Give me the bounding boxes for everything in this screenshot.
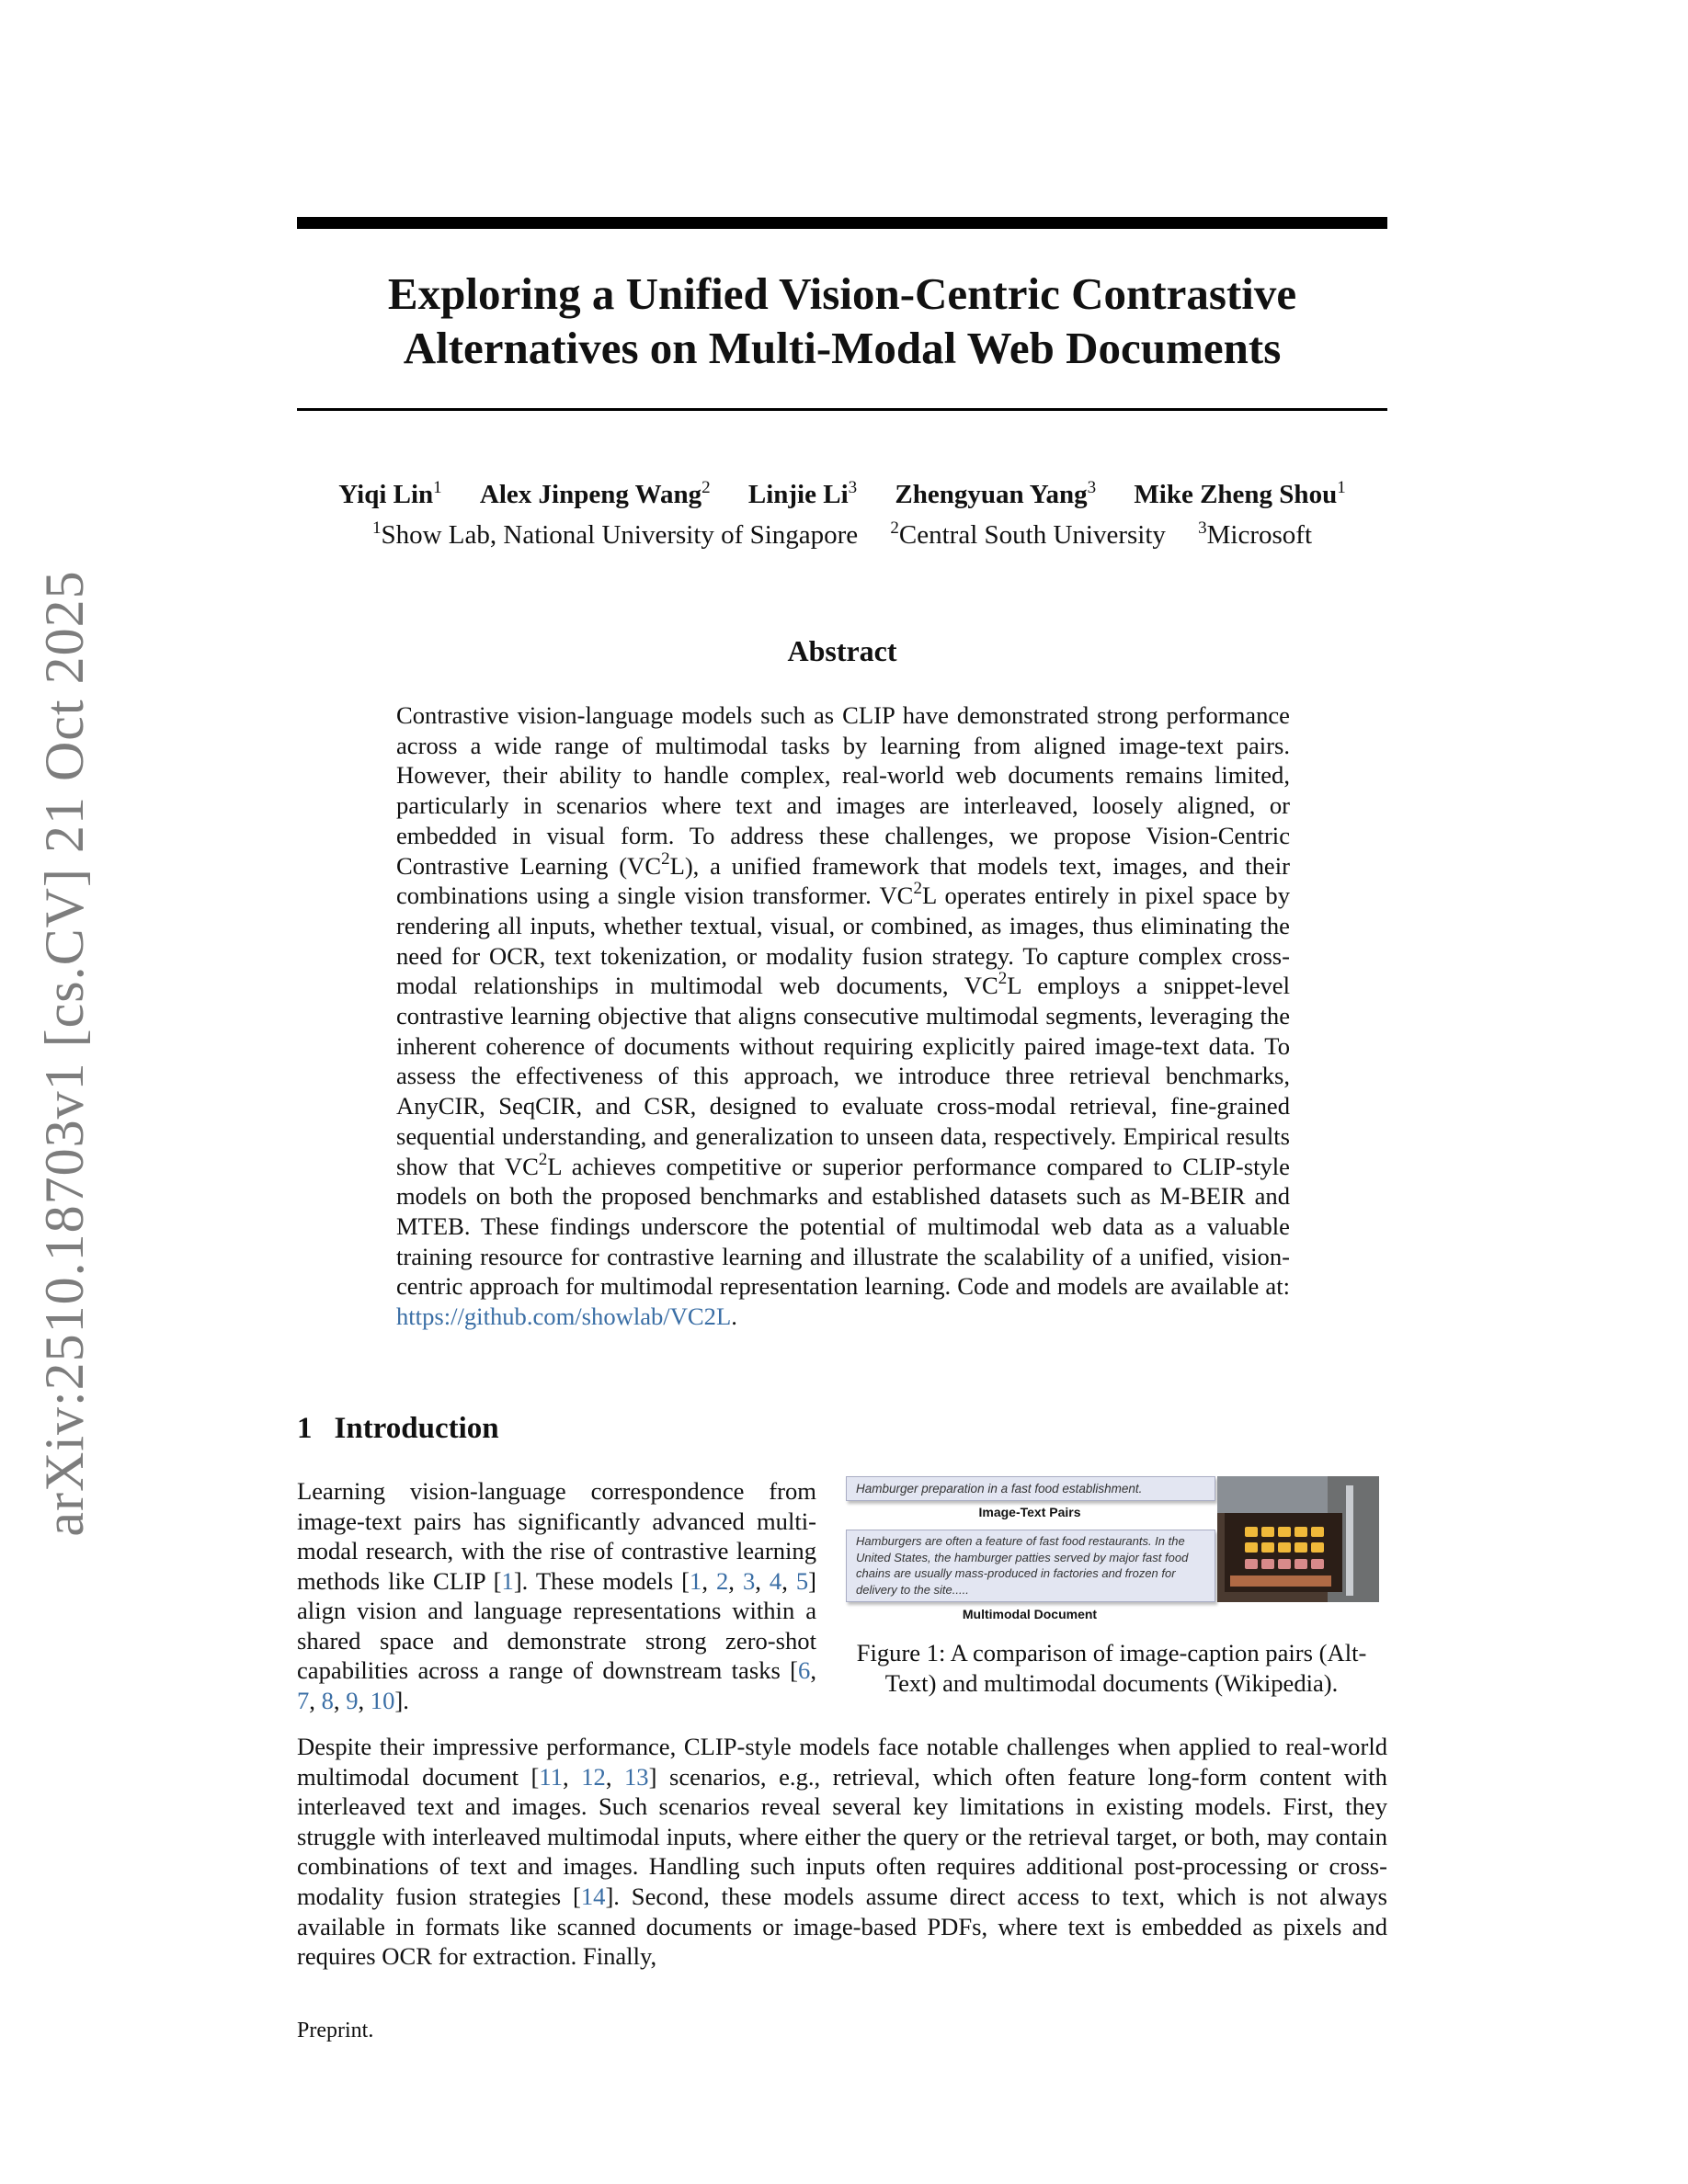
citation-link[interactable]: 12 [581,1762,606,1791]
alt-text-caption-box: Hamburger preparation in a fast food establishment. [846,1476,1215,1501]
intro-paragraph-2: Despite their impressive performance, CLIP-style models face notable challenges when applied to real-world multimodal document [11, 12, 13] scenarios, e.g., retrieval, which often feature long-form content with interleaved text and images. Such scenarios reveal several key limitations in existing models. First, they struggle with interleaved multimodal inputs, where either the query or the retrieval target, or both, may contain combinations of text and images. Handling such inputs often requires additional post-processing or cross-modality fusion strategies [14]. Second, these models assume direct access to text, which is not always available in formats like scanned documents or image-based PDFs, where text is embedded as pixels and requires OCR for extraction. Finally, [297,1733,1387,1971]
citation-link[interactable]: 9 [346,1686,359,1714]
title-line-2: Alternatives on Multi-Modal Web Documents [403,323,1282,373]
paper-title [297,267,1387,375]
image-text-pairs-label: Image-Text Pairs [978,1505,1081,1519]
title-bottom-rule [297,408,1387,411]
figure-1-caption: Figure 1: A comparison of image-caption pairs (Alt-Text) and multimodal documents (Wikipedia). [856,1639,1367,1697]
author: Yiqi Lin$^1$ [338,478,442,509]
citation-link[interactable]: 1 [690,1566,702,1595]
code-repo-link[interactable]: https://github.com/showlab/VC2L [396,1302,732,1331]
author-list [297,478,1387,511]
author: Mike Zheng Shou$^1$ [1134,478,1346,509]
hamburger-grill-photo [1217,1476,1379,1602]
citation-link[interactable]: 3 [742,1566,756,1595]
title-top-rule [297,217,1387,229]
document-text-box: Hamburgers are often a feature of fast food restaurants. In the United States, the hamburger patties served by major fast food chains are usually mass-produced in factories and frozen for delivery to the site..... [846,1530,1215,1602]
citation-link[interactable]: 8 [321,1686,334,1714]
abstract-heading: Abstract [787,634,897,667]
author: Linjie Li$^3$ [747,478,858,509]
citation-link[interactable]: 10 [370,1686,395,1714]
citation-link[interactable]: 13 [624,1762,649,1791]
intro-paragraph-1: Learning vision-language correspondence from image-text pairs has significantly advanced multi-modal research, with the rise of contrastive learning methods like CLIP [1]. These models [1, 2, 3, 4, 5] align vision and language representations within a shared space and demonstrate strong zero-shot capabilities across a range of downstream tasks [6, 7, 8, 9, 10]. [297,1477,816,1714]
preprint-footer: Preprint. [297,2019,374,2042]
figure-1 [837,1476,1388,1642]
title-line-1: Exploring a Unified Vision-Centric Contrastive [387,268,1297,319]
citation-link[interactable]: 14 [580,1882,606,1910]
author: Zhengyuan Yang$^3$ [895,478,1097,509]
citation-link[interactable]: 7 [297,1686,310,1714]
citation-link[interactable]: 4 [769,1566,782,1595]
citation-link[interactable]: 5 [795,1566,809,1595]
affiliation: $^3$Microsoft [1198,518,1313,550]
citation-link[interactable]: 2 [715,1566,729,1595]
multimodal-document-label: Multimodal Document [962,1607,1098,1621]
citation-link[interactable]: 1 [501,1566,514,1595]
citation-link[interactable]: 11 [539,1762,564,1791]
affiliation: $^2$Central South University [890,518,1166,550]
author: Alex Jinpeng Wang$^2$ [479,478,711,509]
arxiv-sidebar-stamp: arXiv:2510.18703v1 [cs.CV] 21 Oct 2025 [34,570,95,1537]
affiliation-list [297,518,1387,552]
citation-link[interactable]: 6 [798,1656,811,1684]
affiliation: $^1$Show Lab, National University of Singapore [371,518,859,550]
abstract-body: Contrastive vision-language models such as CLIP have demonstrated strong performance across a wide range of multimodal tasks by learning from aligned image-text pairs. However, their ability to handle complex, real-world web documents remains limited, particularly in scenarios where text and images are interleaved, loosely aligned, or embedded in visual form. To address these challenges, we propose Vision-Centric Contrastive Learning $(VC^2L)$, a unified framework that models text, images, and their combinations using a single vision transformer. $VC^2L$ operates entirely in pixel space by rendering all inputs, whether textual, visual, or combined, as images, thus eliminating the need for OCR, text tokenization, or modality fusion strategy. To capture complex cross-modal relationships in multimodal web documents, $VC^2L$ employs a snippet-level contrastive learning objective that aligns consecutive multimodal segments, leveraging the inherent coherence of documents without requiring explicitly paired image-text data. To assess the effectiveness of this approach, we introduce three retrieval benchmarks, AnyCIR, SeqCIR, and CSR, designed to evaluate cross-modal retrieval, fine-grained sequential understanding, and generalization to unseen data, respectively. Empirical results show that $VC^2L$ achieves competitive or superior performance compared to CLIP-style models on both the proposed benchmarks and established datasets such as M-BEIR and MTEB. These findings underscore the potential of multimodal web data as a valuable training resource for contrastive learning and illustrate the scalability of a unified, vision-centric approach for multimodal representation learning. Code and models are available at: https://github.com/showlab/VC2L. [396,701,1290,1331]
section-heading-introduction: 1 Introduction [297,1412,499,1445]
